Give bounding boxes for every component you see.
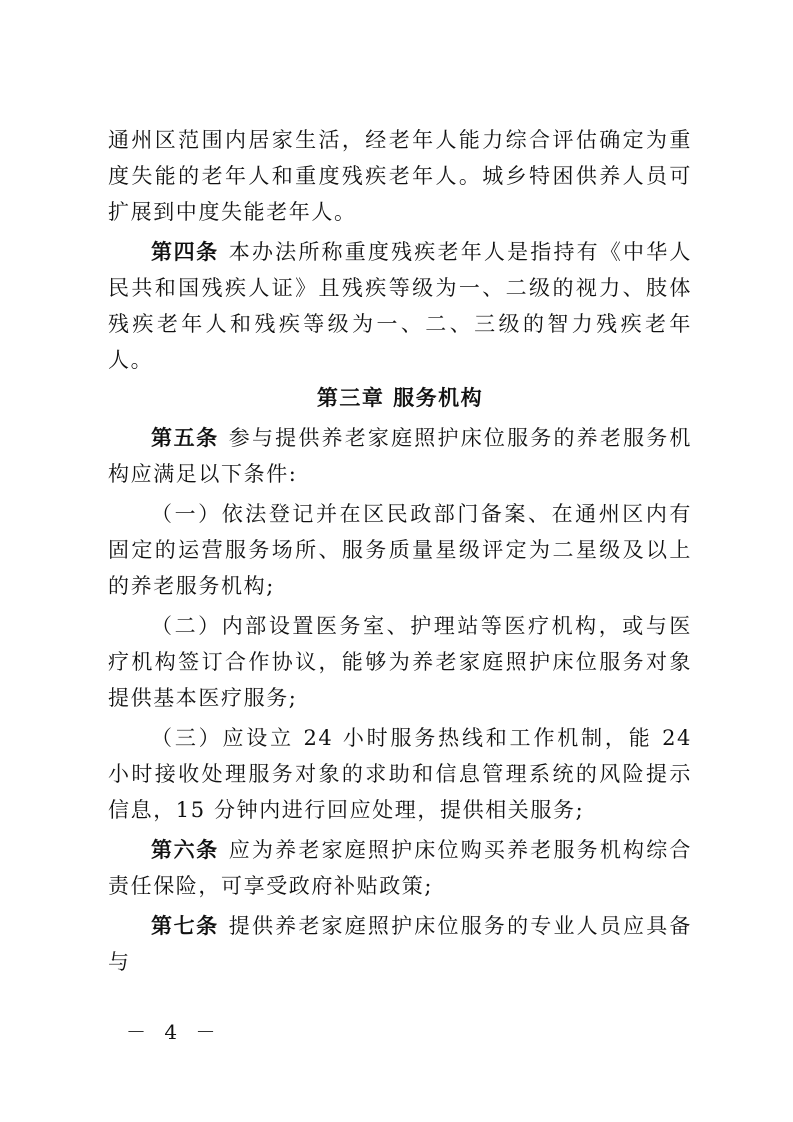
chapter-heading: 第三章 服务机构 <box>316 386 484 410</box>
condition-item-1 <box>108 496 692 604</box>
article-7-text: 提供养老家庭照护床位服务的专业人员应具备与 <box>108 914 693 974</box>
condition-item-2 <box>108 608 692 716</box>
condition-item-2-text: （二）内部设置医务室、护理站等医疗机构，或与医疗机构签订合作协议，能够为养老家庭照护床位服务对象提供基本医疗服务; <box>108 614 692 710</box>
article-5 <box>108 420 692 492</box>
page-number: － 4 － <box>126 1020 222 1044</box>
article-6-text: 应为养老家庭照护床位购买养老服务机构综合责任保险，可享受政府补贴政策; <box>108 838 693 898</box>
article-7 <box>108 908 692 980</box>
article-5-label: 第五条 <box>151 426 219 450</box>
document-body <box>108 122 692 980</box>
article-4-text: 本办法所称重度残疾老年人是指持有《中华人民共和国残疾人证》且残疾等级为一、二级的视力、肢体残疾老年人和残疾等级为一、二、三级的智力残疾老年人。 <box>108 240 693 372</box>
condition-item-3-text: （三）应设立 24 小时服务热线和工作机制，能 24 小时接收处理服务对象的求助和信息管理系统的风险提示信息，15 分钟内进行回应处理，提供相关服务; <box>108 726 692 822</box>
article-5-text: 参与提供养老家庭照护床位服务的养老服务机构应满足以下条件: <box>108 426 693 486</box>
article-7-label: 第七条 <box>151 914 219 938</box>
article-4-label: 第四条 <box>151 240 219 264</box>
article-6-label: 第六条 <box>151 838 219 862</box>
condition-item-1-text: （一）依法登记并在区民政部门备案、在通州区内有固定的运营服务场所、服务质量星级评定为二星级及以上的养老服务机构; <box>108 502 692 598</box>
article-6 <box>108 832 692 904</box>
paragraph-text: 通州区范围内居家生活，经老年人能力综合评估确定为重度失能的老年人和重度残疾老年人。城乡特困供养人员可扩展到中度失能老年人。 <box>108 128 692 224</box>
condition-item-3 <box>108 720 692 828</box>
paragraph-eligibility-continued <box>108 122 692 230</box>
article-4 <box>108 234 692 378</box>
